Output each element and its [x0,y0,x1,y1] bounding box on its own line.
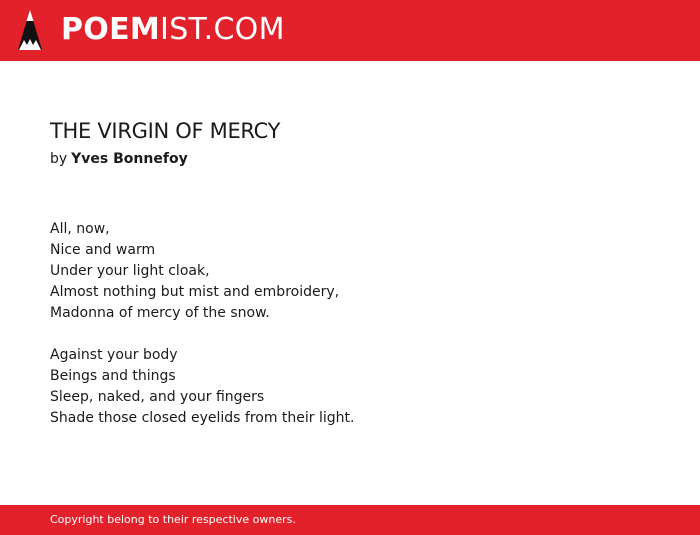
site-logo[interactable] [61,13,285,47]
poem-author: Yves Bonnefoy [71,151,188,167]
poem-line: Sleep, naked, and your fingers [50,389,265,405]
poem-line: Nice and warm [50,242,156,258]
poem-line: Madonna of mercy of the snow. [50,305,270,321]
poem-line: Under your light cloak, [50,263,210,279]
copyright-notice: Copyright belong to their respective owners. [50,513,296,526]
poem-stanza-2 [50,345,354,429]
poem-byline [50,149,188,169]
by-label: by [50,151,68,167]
poem-line: Against your body [50,347,178,363]
site-footer [0,505,700,535]
logo-light-text: IST.COM [160,12,285,47]
poem-title: THE VIRGIN OF MERCY [50,119,281,143]
poem-line: Shade those closed eyelids from their light. [50,410,355,426]
poem-line: Almost nothing but mist and embroidery, [50,284,340,300]
site-header [0,0,700,61]
logo-bold-text: POEM [61,12,161,47]
poem-line: All, now, [50,221,110,237]
pencil-tip-icon [17,9,43,51]
poem-line: Beings and things [50,368,176,384]
poem-stanza-1 [50,219,339,324]
